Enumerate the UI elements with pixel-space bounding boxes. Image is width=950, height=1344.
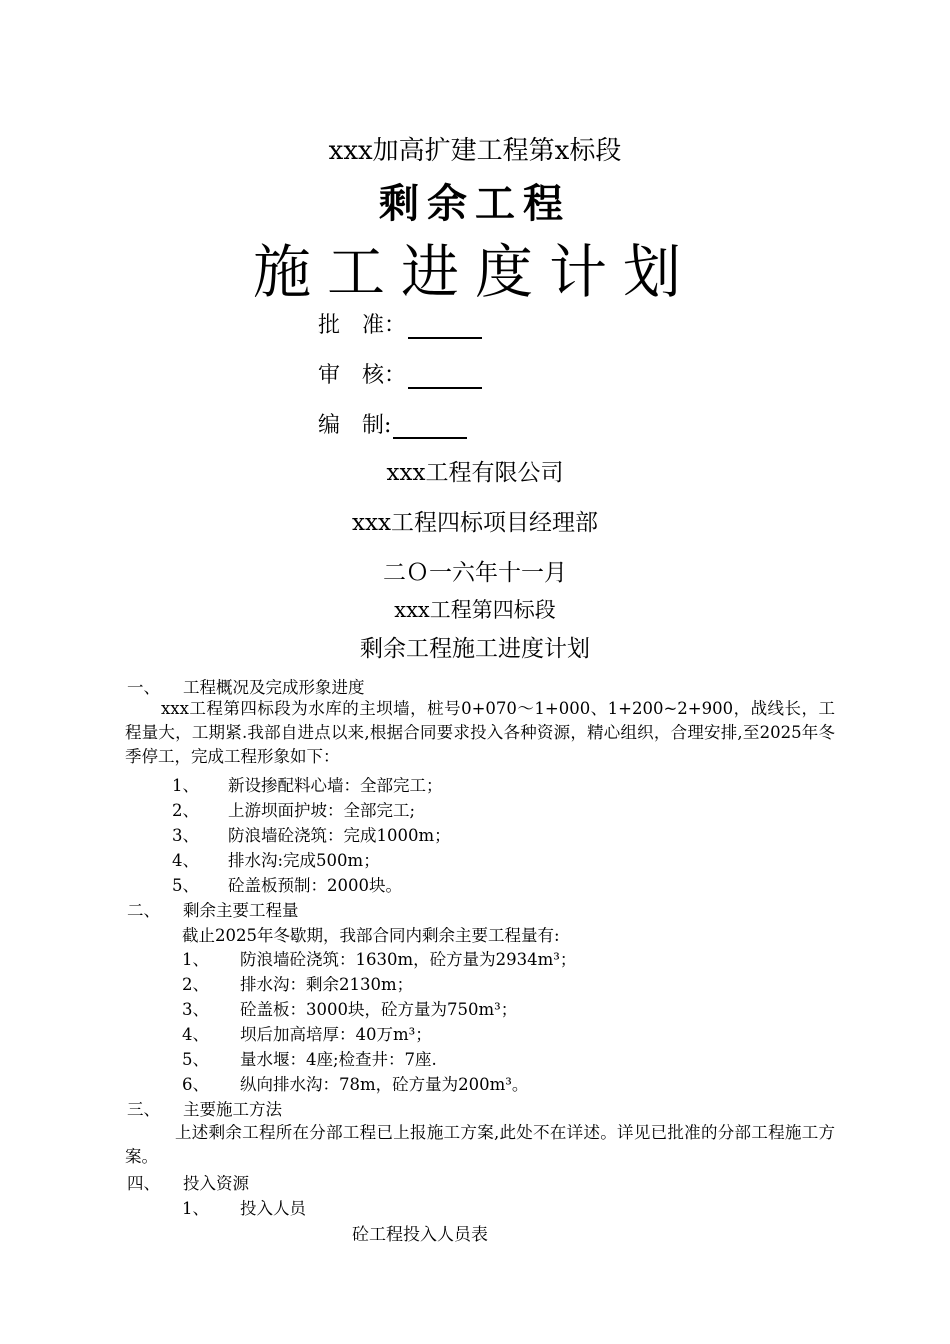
list-item: 6、 纵向排水沟：78m，砼方量为200m³。 [182, 1075, 529, 1094]
list-item: 5、 砼盖板预制：2000块。 [172, 876, 402, 895]
section-heading-2 [127, 897, 299, 921]
prepare-signature-line [318, 408, 467, 439]
doc-header-line2: 剩余工程施工进度计划 [360, 636, 590, 662]
section-title: 剩余主要工程量 [183, 901, 299, 920]
list-item: 3、 防浪墙砼浇筑：完成1000m； [172, 826, 451, 845]
section-heading-1 [127, 674, 365, 698]
section-title: 工程概况及完成形象进度 [183, 678, 365, 697]
list-item: 2、 排水沟：剩余2130m； [182, 975, 414, 994]
approve-blank [408, 313, 482, 339]
cover-subtitle: 剩余工程 [379, 180, 571, 227]
prepare-blank [393, 413, 467, 439]
section-title: 主要施工方法 [183, 1100, 282, 1119]
table-title: 砼工程投入人员表 [352, 1225, 488, 1245]
list-item: 1、 新设掺配料心墙：全部完工； [172, 776, 443, 795]
department-name: xxx工程四标项目经理部 [352, 510, 598, 536]
cover-main-title: 施工进度计划 [252, 238, 697, 306]
list-item: 4、 排水沟:完成500m； [172, 851, 380, 870]
approve-signature-line [318, 308, 482, 339]
section-number: 四、 [127, 1174, 160, 1193]
review-blank [408, 363, 482, 389]
review-signature-line [318, 358, 482, 389]
section-heading-4 [127, 1170, 249, 1194]
prepare-label: 编 制: [318, 413, 392, 438]
section2-intro: 截止2025年冬歇期，我部合同内剩余主要工程量有: [182, 926, 560, 945]
review-label: 审 核： [318, 363, 407, 388]
doc-header-line1: xxx工程第四标段 [394, 598, 556, 622]
section-number: 二、 [127, 901, 160, 920]
section-title: 投入资源 [183, 1174, 249, 1193]
approve-label: 批 准： [318, 313, 407, 338]
section-number: 三、 [127, 1100, 160, 1119]
section3-paragraph: 上述剩余工程所在分部工程已上报施工方案,此处不在详述。详见已批准的分部工程施工方案。 [125, 1123, 835, 1166]
list-item: 1、 投入人员 [182, 1199, 306, 1218]
list-item: 2、 上游坝面护坡：全部完工; [172, 801, 416, 820]
cover-date: 二Ｏ一六年十一月 [383, 560, 567, 586]
list-item: 3、 砼盖板：3000块，砼方量为750m³； [182, 1000, 518, 1019]
section1-paragraph: xxx工程第四标段为水库的主坝墙，桩号0+070～1+000、1+200~2+900，战线长，工程量大，工期紧.我部自进点以来,根据合同要求投入各种资源，精心组织，合理安排,至2025年冬季停工，完成工程形象如下： [125, 699, 835, 766]
company-name: xxx工程有限公司 [386, 460, 564, 486]
section-number: 一、 [127, 678, 160, 697]
cover-project-title: xxx加高扩建工程第x标段 [328, 136, 622, 166]
section-heading-3 [127, 1096, 282, 1120]
list-item: 4、 坝后加高培厚：40万m³； [182, 1025, 432, 1044]
list-item: 1、 防浪墙砼浇筑：1630m，砼方量为2934m³； [182, 950, 577, 969]
list-item: 5、 量水堰：4座;检查井：7座. [182, 1050, 437, 1069]
